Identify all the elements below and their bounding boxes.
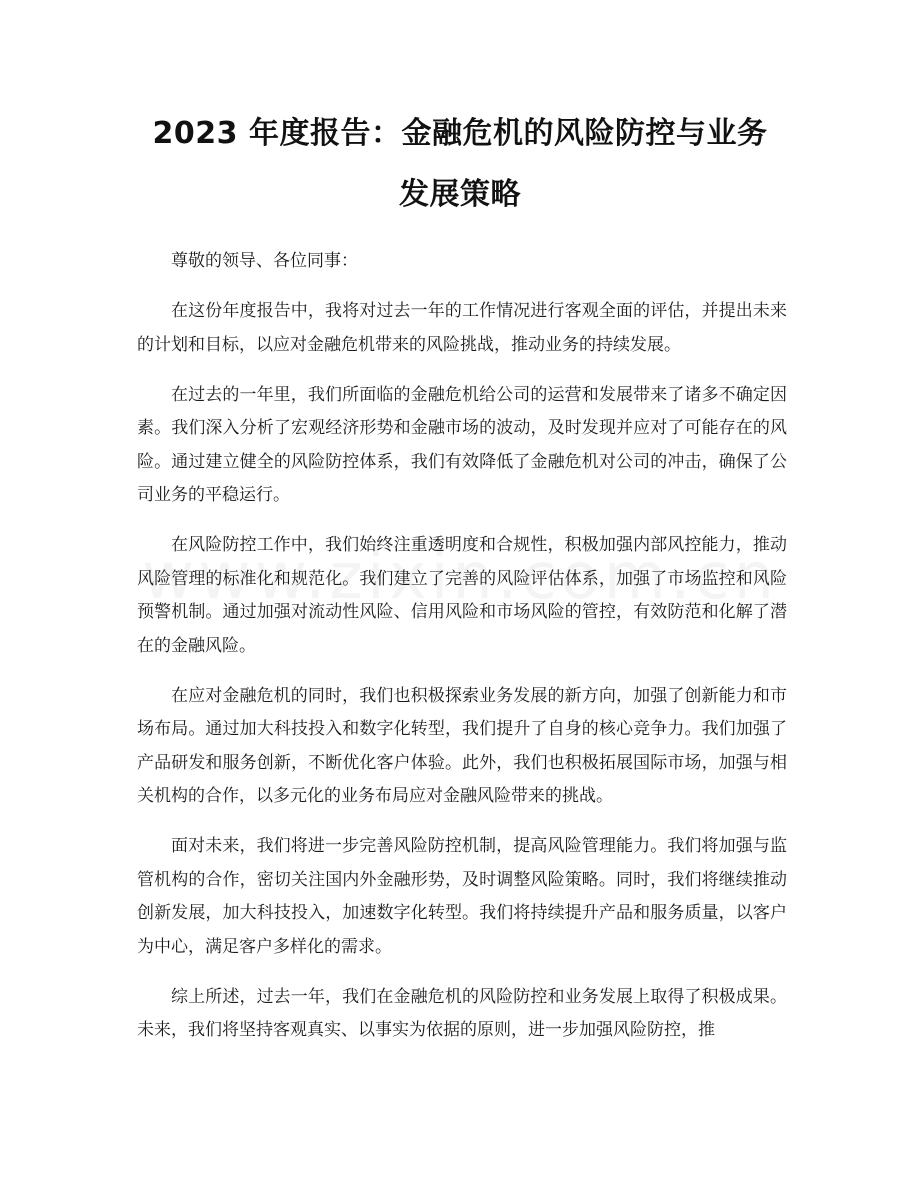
- title-line-1: 2023 年度报告：金融危机的风险防控与业务: [152, 116, 768, 151]
- body-paragraph: 在应对金融危机的同时，我们也积极探索业务发展的新方向，加强了创新能力和市场布局。通过加大科技投入和数字化转型，我们提升了自身的核心竞争力。我们加强了产品研发和服务创新，不断优化客户体验。此外，我们也积极拓展国际市场，加强与相关机构的合作，以多元化的业务布局应对金融风险带来的挑战。: [137, 685, 787, 806]
- body-paragraph: 综上所述，过去一年，我们在金融危机的风险防控和业务发展上取得了积极成果。未来，我们将坚持客观真实、以事实为依据的原则，进一步加强风险防控，推: [137, 986, 787, 1040]
- body-paragraph: 面对未来，我们将进一步完善风险防控机制，提高风险管理能力。我们将加强与监管机构的合作，密切关注国内外金融形势，及时调整风险策略。同时，我们将继续推动创新发展，加大科技投入，加速数字化转型。我们将持续提升产品和服务质量，以客户为中心，满足客户多样化的需求。: [137, 836, 787, 957]
- document-body: [137, 245, 787, 1064]
- body-paragraph: 在风险防控工作中，我们始终注重透明度和合规性，积极加强内部风控能力，推动风险管理的标准化和规范化。我们建立了完善的风险评估体系，加强了市场监控和风险预警机制。通过加强对流动性风险、信用风险和市场风险的管控，有效防范和化解了潜在的金融风险。: [137, 535, 787, 656]
- body-paragraph: 在这份年度报告中，我将对过去一年的工作情况进行客观全面的评估，并提出未来的计划和目标，以应对金融危机带来的风险挑战，推动业务的持续发展。: [137, 301, 787, 355]
- title-line-2: 发展策略: [399, 177, 521, 212]
- salutation-paragraph: 尊敬的领导、各位同事：: [171, 251, 358, 271]
- document-title: [110, 103, 810, 225]
- body-paragraph: 在过去的一年里，我们所面临的金融危机给公司的运营和发展带来了诸多不确定因素。我们深入分析了宏观经济形势和金融市场的波动，及时发现并应对了可能存在的风险。通过建立健全的风险防控体系，我们有效降低了金融危机对公司的冲击，确保了公司业务的平稳运行。: [137, 384, 787, 505]
